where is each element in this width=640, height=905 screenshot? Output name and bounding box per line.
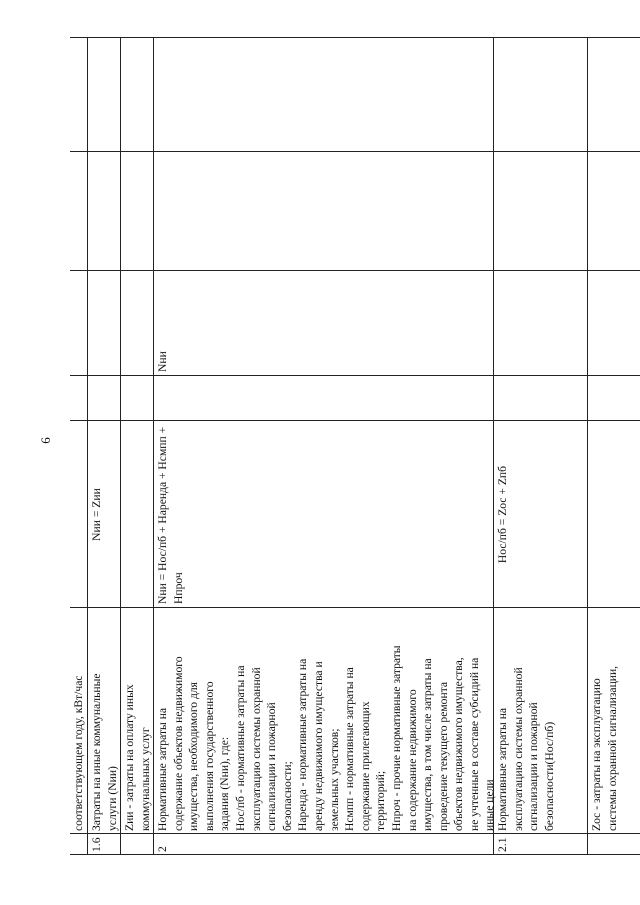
row-description: Затраты на иные коммунальные услуги (Nии) xyxy=(90,673,119,831)
row-formula: Nни = Нос/пб + Наренда + Нсмпп + Нпроч xyxy=(156,426,185,604)
row-description: Нормативные затраты на содержание объектов недвижимого имущества, необходимого для выполнения государственного задания (Nни), где: Нос/пб - нормативные затраты на эксплуатацию системы охранной сигнализации и пожарной безопасности; Наренда - нормативные затраты на аренду недвижимого имущества и земельных участков; Нсмпп - нормативные затраты на содержание прилегающих территорий; Нпроч - прочие нормативные затраты на содержание недвижимого имущества, в том числе затраты на проведение текущего ремонта объектов недвижимого имущества, не учтенные в составе субсидий на иные цели xyxy=(156,645,497,831)
table-row xyxy=(588,37,640,855)
row-number xyxy=(70,834,87,855)
row-description: Zии - затраты на оплату иных коммунальных услуг xyxy=(123,684,152,831)
row-number: 1.6 xyxy=(90,837,103,852)
row-result: Nни xyxy=(156,351,169,372)
row-number xyxy=(588,834,640,855)
table-row xyxy=(121,37,154,855)
rotated-table-region xyxy=(70,37,640,855)
row-formula: Nии = Zии xyxy=(90,488,103,541)
table-row xyxy=(88,37,121,855)
row-description: Zос - затраты на эксплуатацию системы охранной сигнализации, xyxy=(590,665,619,831)
table-row xyxy=(154,37,497,855)
table-row xyxy=(70,37,88,855)
row-formula: Нос/пб = Zос + Zпб xyxy=(496,465,509,564)
row-description: соответствующем году, кВт/час xyxy=(72,675,85,831)
row-description: Нормативные затраты на эксплуатацию системы охранной сигнализации и пожарной безопасности(Нос/пб) xyxy=(496,667,556,831)
table-row xyxy=(494,37,588,855)
row-number: 2.1 xyxy=(496,837,509,852)
page-number: 6 xyxy=(37,437,53,444)
row-number xyxy=(121,834,153,855)
cost-table xyxy=(70,37,640,855)
row-number: 2 xyxy=(156,846,169,852)
